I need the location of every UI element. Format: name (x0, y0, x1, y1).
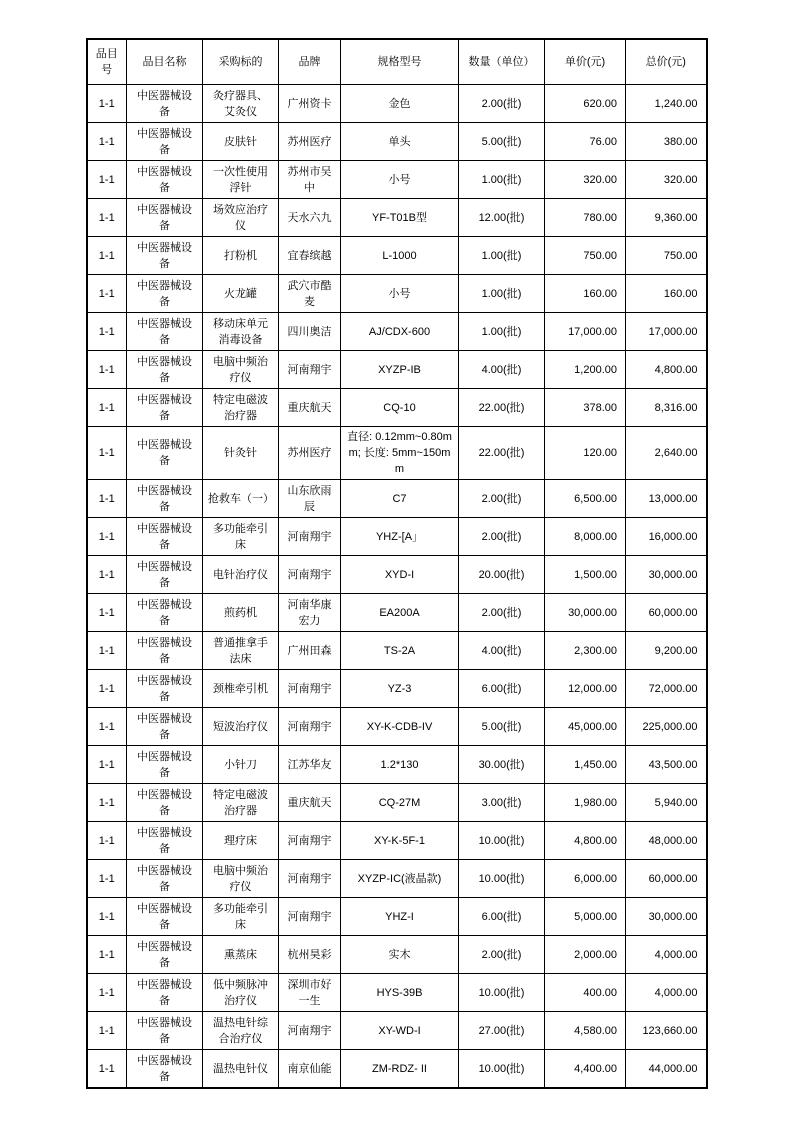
cell-total-price: 4,000.00 (626, 936, 707, 974)
cell-spec: CQ-10 (341, 389, 459, 427)
cell-unit-price: 45,000.00 (545, 708, 626, 746)
cell-item-no: 1-1 (87, 632, 127, 670)
table-row (87, 85, 707, 123)
table-row (87, 199, 707, 237)
cell-item-no: 1-1 (87, 898, 127, 936)
table-row (87, 518, 707, 556)
cell-total-price: 30,000.00 (626, 556, 707, 594)
cell-item-name: 中医器械设备 (127, 784, 203, 822)
cell-target: 针灸针 (203, 427, 279, 480)
cell-spec: L-1000 (341, 237, 459, 275)
cell-spec: EA200A (341, 594, 459, 632)
cell-total-price: 225,000.00 (626, 708, 707, 746)
cell-item-name: 中医器械设备 (127, 898, 203, 936)
cell-item-name: 中医器械设备 (127, 860, 203, 898)
cell-item-no: 1-1 (87, 518, 127, 556)
cell-item-name: 中医器械设备 (127, 1012, 203, 1050)
cell-item-name: 中医器械设备 (127, 974, 203, 1012)
cell-brand: 河南翔宇 (279, 860, 341, 898)
cell-total-price: 9,360.00 (626, 199, 707, 237)
cell-brand: 四川奥洁 (279, 313, 341, 351)
cell-brand: 河南翔宇 (279, 822, 341, 860)
cell-unit-price: 6,000.00 (545, 860, 626, 898)
cell-item-name: 中医器械设备 (127, 275, 203, 313)
cell-item-name: 中医器械设备 (127, 480, 203, 518)
cell-target: 理疗床 (203, 822, 279, 860)
cell-unit-price: 4,580.00 (545, 1012, 626, 1050)
cell-unit-price: 12,000.00 (545, 670, 626, 708)
cell-item-name: 中医器械设备 (127, 427, 203, 480)
cell-item-no: 1-1 (87, 708, 127, 746)
cell-item-no: 1-1 (87, 313, 127, 351)
cell-total-price: 8,316.00 (626, 389, 707, 427)
cell-item-name: 中医器械设备 (127, 746, 203, 784)
cell-spec: ZM-RDZ- II (341, 1050, 459, 1089)
cell-spec: XYZP-IC(液晶款) (341, 860, 459, 898)
cell-quantity: 10.00(批) (459, 822, 545, 860)
cell-brand: 河南翔宇 (279, 1012, 341, 1050)
col-header-quantity: 数量（单位） (459, 39, 545, 85)
cell-unit-price: 320.00 (545, 161, 626, 199)
cell-spec: 实木 (341, 936, 459, 974)
cell-total-price: 48,000.00 (626, 822, 707, 860)
cell-unit-price: 6,500.00 (545, 480, 626, 518)
cell-quantity: 4.00(批) (459, 632, 545, 670)
table-row (87, 594, 707, 632)
cell-item-no: 1-1 (87, 860, 127, 898)
cell-brand: 苏州医疗 (279, 123, 341, 161)
cell-item-no: 1-1 (87, 670, 127, 708)
cell-target: 多功能牵引床 (203, 518, 279, 556)
cell-total-price: 9,200.00 (626, 632, 707, 670)
cell-item-name: 中医器械设备 (127, 594, 203, 632)
table-row (87, 670, 707, 708)
cell-total-price: 43,500.00 (626, 746, 707, 784)
cell-brand: 重庆航天 (279, 784, 341, 822)
cell-spec: 1.2*130 (341, 746, 459, 784)
cell-quantity: 6.00(批) (459, 898, 545, 936)
col-header-item-no: 品目号 (87, 39, 127, 85)
cell-item-no: 1-1 (87, 389, 127, 427)
cell-target: 皮肤针 (203, 123, 279, 161)
cell-total-price: 123,660.00 (626, 1012, 707, 1050)
cell-unit-price: 400.00 (545, 974, 626, 1012)
cell-total-price: 4,800.00 (626, 351, 707, 389)
cell-item-no: 1-1 (87, 480, 127, 518)
cell-quantity: 20.00(批) (459, 556, 545, 594)
table-row (87, 123, 707, 161)
cell-item-no: 1-1 (87, 784, 127, 822)
cell-quantity: 2.00(批) (459, 518, 545, 556)
cell-unit-price: 4,800.00 (545, 822, 626, 860)
cell-item-no: 1-1 (87, 427, 127, 480)
cell-unit-price: 2,000.00 (545, 936, 626, 974)
cell-brand: 杭州昊彩 (279, 936, 341, 974)
cell-brand: 苏州医疗 (279, 427, 341, 480)
table-body (87, 85, 707, 1089)
table-row (87, 275, 707, 313)
cell-brand: 江苏华友 (279, 746, 341, 784)
cell-target: 煎药机 (203, 594, 279, 632)
cell-item-no: 1-1 (87, 594, 127, 632)
cell-total-price: 5,940.00 (626, 784, 707, 822)
cell-spec: 小号 (341, 275, 459, 313)
cell-spec: AJ/CDX-600 (341, 313, 459, 351)
cell-target: 移动床单元消毒设备 (203, 313, 279, 351)
cell-target: 一次性使用浮针 (203, 161, 279, 199)
cell-quantity: 30.00(批) (459, 746, 545, 784)
cell-quantity: 2.00(批) (459, 936, 545, 974)
col-header-brand: 品牌 (279, 39, 341, 85)
cell-target: 灸疗器具、艾灸仪 (203, 85, 279, 123)
table-row (87, 480, 707, 518)
cell-spec: YF-T01B型 (341, 199, 459, 237)
table-row (87, 161, 707, 199)
cell-item-name: 中医器械设备 (127, 351, 203, 389)
header-row (87, 39, 707, 85)
cell-target: 颈椎牵引机 (203, 670, 279, 708)
cell-total-price: 2,640.00 (626, 427, 707, 480)
cell-item-no: 1-1 (87, 974, 127, 1012)
cell-unit-price: 620.00 (545, 85, 626, 123)
cell-total-price: 380.00 (626, 123, 707, 161)
cell-brand: 南京仙能 (279, 1050, 341, 1089)
table-row (87, 746, 707, 784)
cell-target: 温热电针仪 (203, 1050, 279, 1089)
cell-target: 特定电磁波治疗器 (203, 784, 279, 822)
cell-brand: 河南翔宇 (279, 670, 341, 708)
table-row (87, 860, 707, 898)
cell-item-name: 中医器械设备 (127, 389, 203, 427)
cell-item-name: 中医器械设备 (127, 199, 203, 237)
cell-total-price: 4,000.00 (626, 974, 707, 1012)
cell-brand: 河南翔宇 (279, 708, 341, 746)
col-header-item-name: 品目名称 (127, 39, 203, 85)
cell-quantity: 10.00(批) (459, 1050, 545, 1089)
cell-unit-price: 1,500.00 (545, 556, 626, 594)
col-header-target: 采购标的 (203, 39, 279, 85)
cell-target: 打粉机 (203, 237, 279, 275)
col-header-spec: 规格型号 (341, 39, 459, 85)
cell-quantity: 4.00(批) (459, 351, 545, 389)
cell-item-no: 1-1 (87, 746, 127, 784)
cell-target: 多功能牵引床 (203, 898, 279, 936)
cell-target: 火龙罐 (203, 275, 279, 313)
cell-total-price: 72,000.00 (626, 670, 707, 708)
cell-item-name: 中医器械设备 (127, 1050, 203, 1089)
cell-unit-price: 750.00 (545, 237, 626, 275)
cell-spec: XYZP-IB (341, 351, 459, 389)
cell-item-no: 1-1 (87, 1050, 127, 1089)
cell-item-no: 1-1 (87, 199, 127, 237)
cell-target: 短波治疗仪 (203, 708, 279, 746)
cell-brand: 山东欣雨辰 (279, 480, 341, 518)
table-row (87, 708, 707, 746)
table-row (87, 974, 707, 1012)
table-row (87, 822, 707, 860)
cell-brand: 苏州市吴中 (279, 161, 341, 199)
cell-spec: C7 (341, 480, 459, 518)
cell-item-name: 中医器械设备 (127, 518, 203, 556)
cell-spec: YZ-3 (341, 670, 459, 708)
cell-total-price: 1,240.00 (626, 85, 707, 123)
cell-quantity: 5.00(批) (459, 708, 545, 746)
cell-item-no: 1-1 (87, 275, 127, 313)
cell-total-price: 17,000.00 (626, 313, 707, 351)
cell-item-no: 1-1 (87, 936, 127, 974)
cell-spec: YHZ-[A」 (341, 518, 459, 556)
cell-item-name: 中医器械设备 (127, 313, 203, 351)
cell-brand: 广州田森 (279, 632, 341, 670)
cell-unit-price: 5,000.00 (545, 898, 626, 936)
col-header-total-price: 总价(元) (626, 39, 707, 85)
cell-item-no: 1-1 (87, 161, 127, 199)
cell-quantity: 12.00(批) (459, 199, 545, 237)
cell-quantity: 3.00(批) (459, 784, 545, 822)
cell-unit-price: 4,400.00 (545, 1050, 626, 1089)
table-row (87, 556, 707, 594)
cell-item-name: 中医器械设备 (127, 556, 203, 594)
cell-unit-price: 30,000.00 (545, 594, 626, 632)
cell-item-name: 中医器械设备 (127, 123, 203, 161)
cell-unit-price: 120.00 (545, 427, 626, 480)
cell-total-price: 13,000.00 (626, 480, 707, 518)
cell-quantity: 10.00(批) (459, 860, 545, 898)
cell-brand: 重庆航天 (279, 389, 341, 427)
cell-brand: 河南翔宇 (279, 898, 341, 936)
cell-brand: 河南华康宏力 (279, 594, 341, 632)
col-header-unit-price: 单价(元) (545, 39, 626, 85)
cell-target: 电脑中频治疗仪 (203, 860, 279, 898)
cell-brand: 广州资卡 (279, 85, 341, 123)
cell-unit-price: 160.00 (545, 275, 626, 313)
cell-item-name: 中医器械设备 (127, 85, 203, 123)
cell-unit-price: 17,000.00 (545, 313, 626, 351)
cell-item-no: 1-1 (87, 85, 127, 123)
cell-total-price: 60,000.00 (626, 860, 707, 898)
table-row (87, 237, 707, 275)
cell-brand: 天水六九 (279, 199, 341, 237)
cell-quantity: 2.00(批) (459, 85, 545, 123)
cell-item-no: 1-1 (87, 1012, 127, 1050)
cell-item-no: 1-1 (87, 351, 127, 389)
cell-target: 电脑中频治疗仪 (203, 351, 279, 389)
table-row (87, 898, 707, 936)
cell-spec: HYS-39B (341, 974, 459, 1012)
cell-spec: 单头 (341, 123, 459, 161)
cell-unit-price: 76.00 (545, 123, 626, 161)
cell-item-no: 1-1 (87, 822, 127, 860)
cell-unit-price: 378.00 (545, 389, 626, 427)
cell-spec: 直径: 0.12mm~0.80mm; 长度: 5mm~150mm (341, 427, 459, 480)
cell-target: 场效应治疗仪 (203, 199, 279, 237)
table-row (87, 784, 707, 822)
cell-quantity: 5.00(批) (459, 123, 545, 161)
table-row (87, 632, 707, 670)
cell-spec: 金色 (341, 85, 459, 123)
cell-brand: 河南翔宇 (279, 518, 341, 556)
table-row (87, 313, 707, 351)
cell-quantity: 10.00(批) (459, 974, 545, 1012)
cell-total-price: 44,000.00 (626, 1050, 707, 1089)
cell-quantity: 6.00(批) (459, 670, 545, 708)
cell-quantity: 1.00(批) (459, 161, 545, 199)
cell-target: 温热电针综合治疗仪 (203, 1012, 279, 1050)
cell-target: 普通推拿手法床 (203, 632, 279, 670)
cell-item-name: 中医器械设备 (127, 632, 203, 670)
cell-unit-price: 8,000.00 (545, 518, 626, 556)
cell-item-name: 中医器械设备 (127, 708, 203, 746)
cell-quantity: 27.00(批) (459, 1012, 545, 1050)
cell-brand: 深圳市好一生 (279, 974, 341, 1012)
cell-brand: 河南翔宇 (279, 351, 341, 389)
cell-quantity: 22.00(批) (459, 389, 545, 427)
cell-item-name: 中医器械设备 (127, 822, 203, 860)
cell-brand: 河南翔宇 (279, 556, 341, 594)
cell-brand: 宜春缤越 (279, 237, 341, 275)
cell-item-name: 中医器械设备 (127, 936, 203, 974)
cell-spec: XYD-I (341, 556, 459, 594)
cell-quantity: 2.00(批) (459, 594, 545, 632)
table-row (87, 351, 707, 389)
cell-item-no: 1-1 (87, 556, 127, 594)
cell-target: 小针刀 (203, 746, 279, 784)
cell-total-price: 320.00 (626, 161, 707, 199)
cell-brand: 武穴市酷麦 (279, 275, 341, 313)
cell-spec: 小号 (341, 161, 459, 199)
table-header (87, 39, 707, 85)
cell-unit-price: 780.00 (545, 199, 626, 237)
cell-total-price: 750.00 (626, 237, 707, 275)
cell-spec: XY-WD-I (341, 1012, 459, 1050)
cell-item-no: 1-1 (87, 237, 127, 275)
procurement-table (86, 38, 708, 1089)
cell-target: 电针治疗仪 (203, 556, 279, 594)
table-row (87, 1012, 707, 1050)
cell-total-price: 16,000.00 (626, 518, 707, 556)
cell-unit-price: 2,300.00 (545, 632, 626, 670)
cell-target: 抢救车（一） (203, 480, 279, 518)
table-row (87, 1050, 707, 1089)
cell-spec: TS-2A (341, 632, 459, 670)
cell-unit-price: 1,450.00 (545, 746, 626, 784)
cell-item-name: 中医器械设备 (127, 237, 203, 275)
table-row (87, 936, 707, 974)
table-row (87, 389, 707, 427)
cell-spec: CQ-27M (341, 784, 459, 822)
cell-unit-price: 1,200.00 (545, 351, 626, 389)
cell-quantity: 1.00(批) (459, 237, 545, 275)
cell-item-name: 中医器械设备 (127, 670, 203, 708)
cell-quantity: 22.00(批) (459, 427, 545, 480)
cell-quantity: 2.00(批) (459, 480, 545, 518)
cell-item-name: 中医器械设备 (127, 161, 203, 199)
cell-unit-price: 1,980.00 (545, 784, 626, 822)
cell-spec: XY-K-5F-1 (341, 822, 459, 860)
cell-total-price: 60,000.00 (626, 594, 707, 632)
cell-target: 特定电磁波治疗器 (203, 389, 279, 427)
table-row (87, 427, 707, 480)
cell-target: 熏蒸床 (203, 936, 279, 974)
cell-target: 低中频脉冲治疗仪 (203, 974, 279, 1012)
cell-quantity: 1.00(批) (459, 275, 545, 313)
cell-spec: YHZ-I (341, 898, 459, 936)
cell-total-price: 160.00 (626, 275, 707, 313)
cell-quantity: 1.00(批) (459, 313, 545, 351)
cell-spec: XY-K-CDB-IV (341, 708, 459, 746)
cell-total-price: 30,000.00 (626, 898, 707, 936)
cell-item-no: 1-1 (87, 123, 127, 161)
